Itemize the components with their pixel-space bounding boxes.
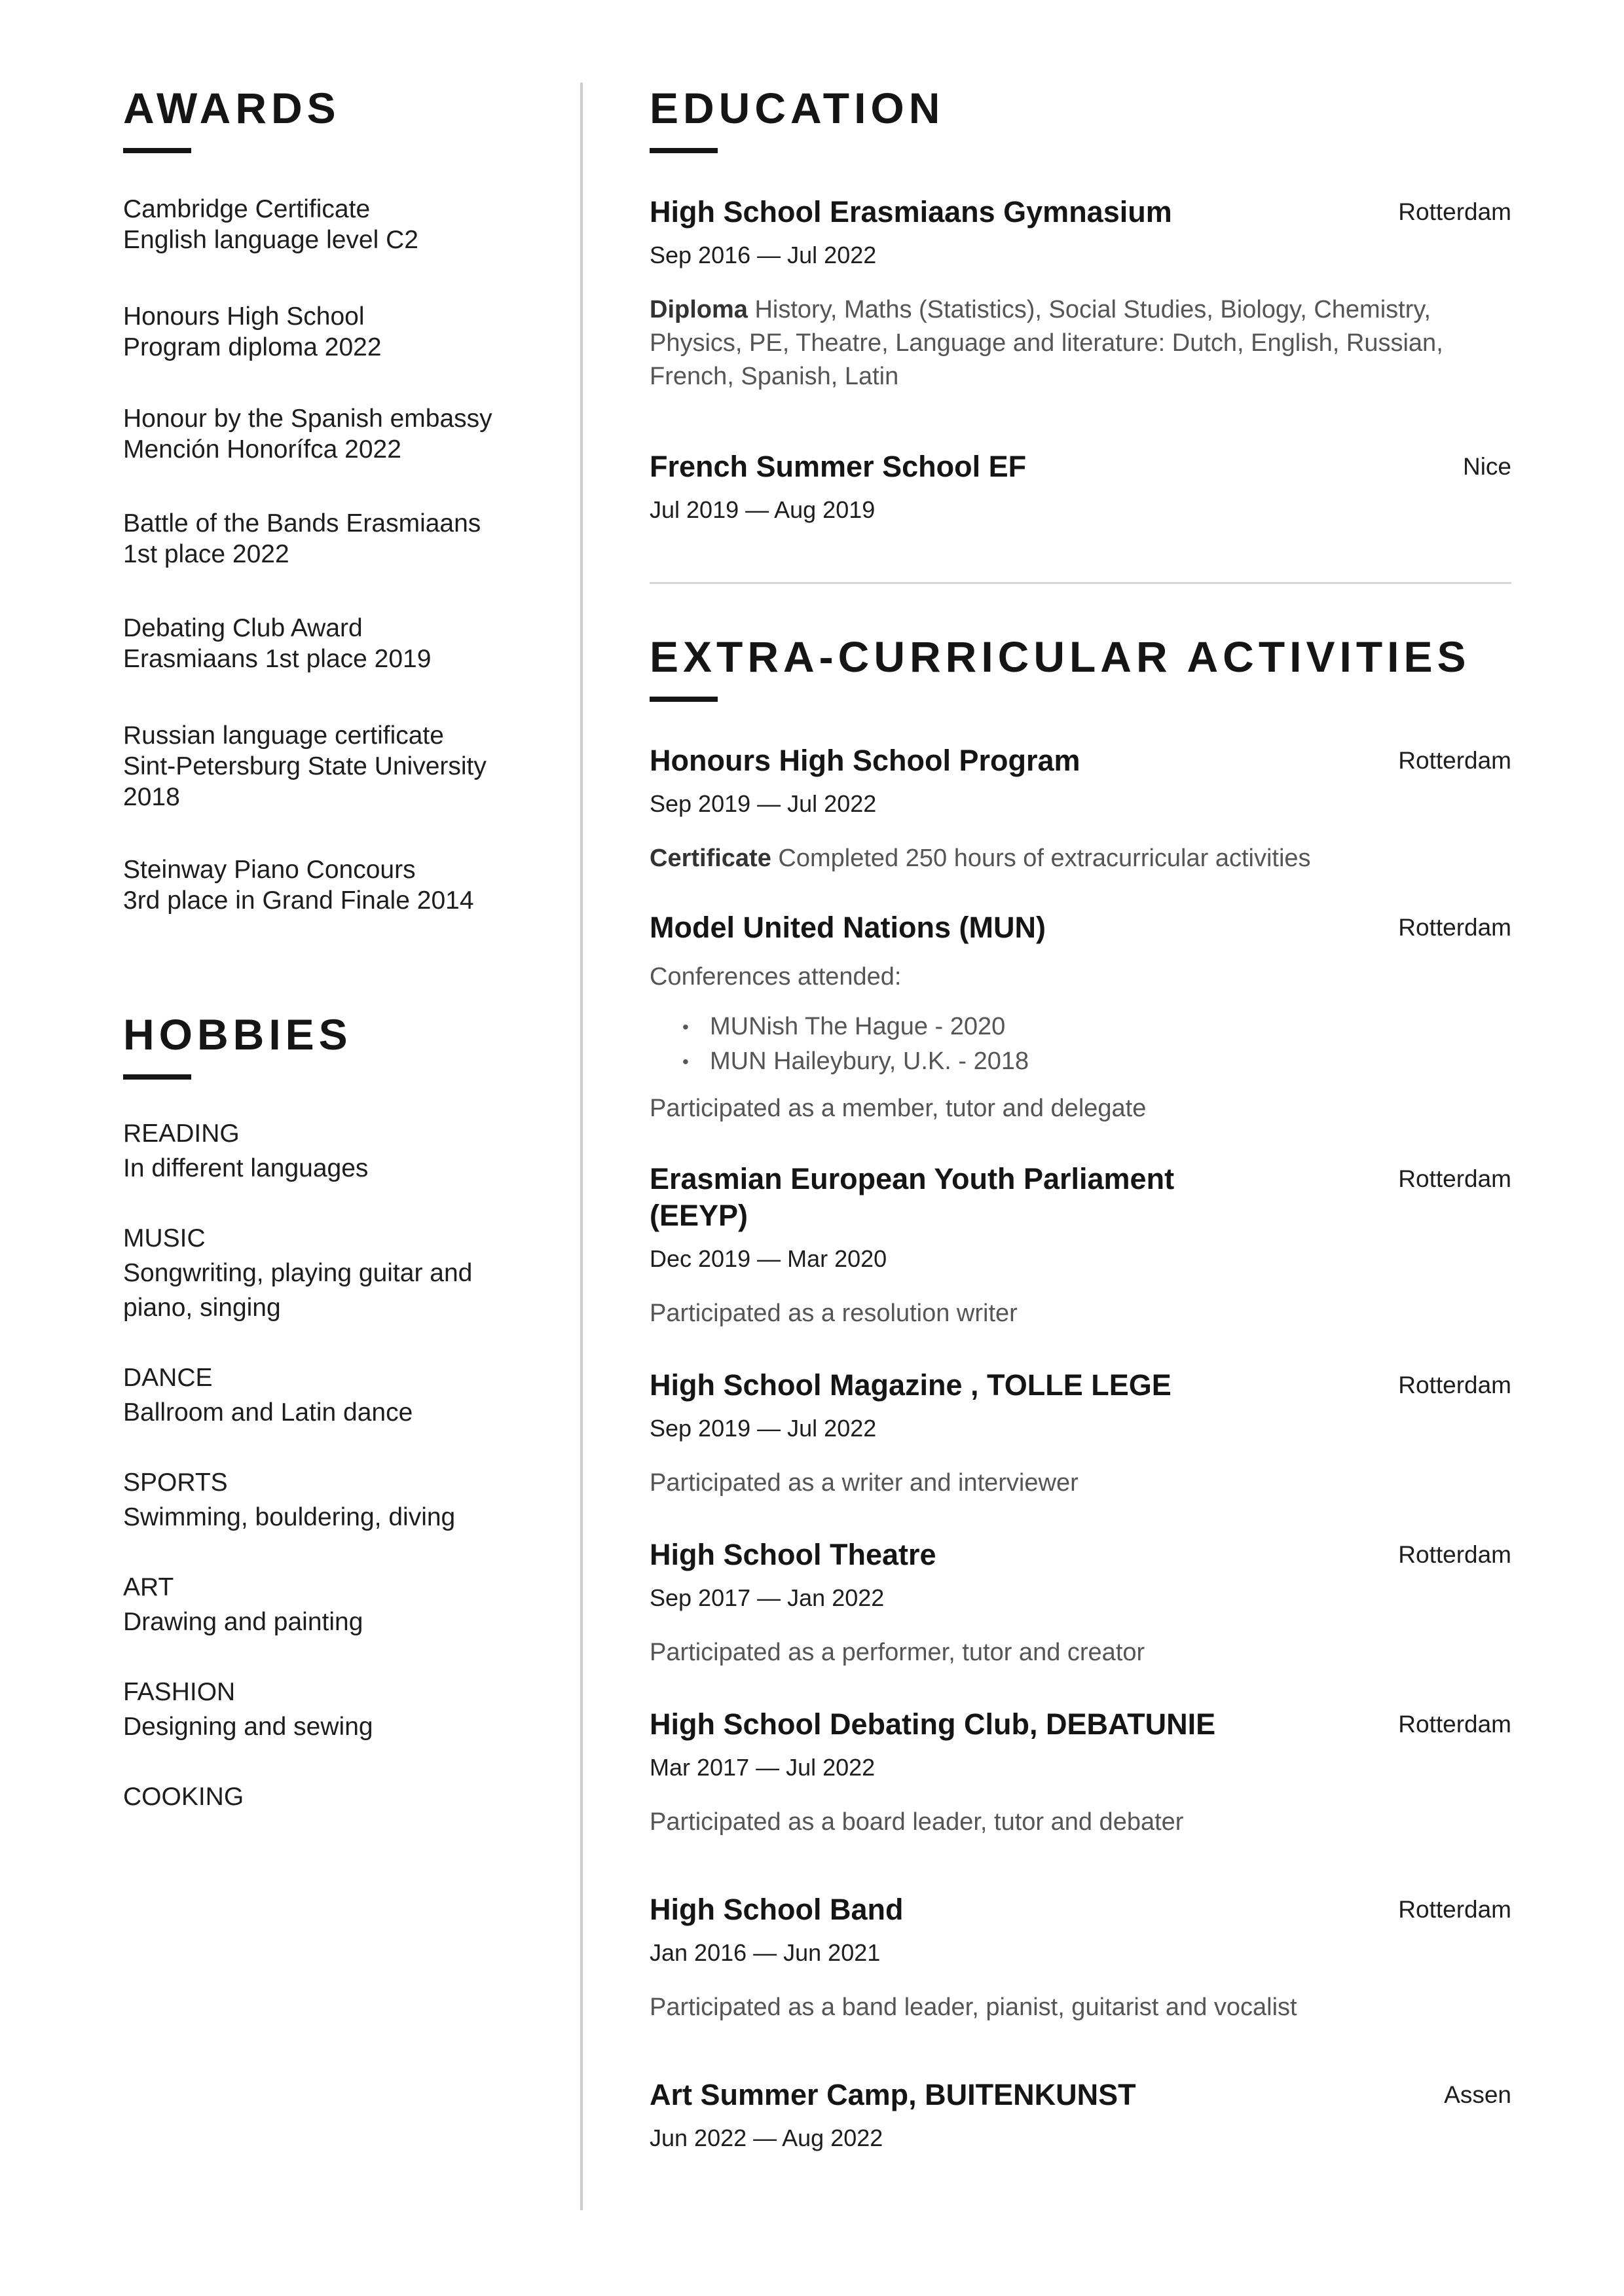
entry-date: Sep 2017 — Jan 2022 — [650, 1584, 885, 1611]
entry-description: Participated as a writer and interviewer — [650, 1469, 1079, 1497]
hobby-item — [123, 1116, 542, 1186]
hobby-name: ART — [123, 1573, 174, 1601]
entry-location: Rotterdam — [1398, 1165, 1511, 1192]
entry-title: Honours High School Program — [650, 744, 1080, 777]
hobby-description: Swimming, bouldering, diving — [123, 1503, 456, 1531]
entry-location: Rotterdam — [1398, 198, 1511, 225]
award-item — [123, 301, 542, 363]
activity-entry — [650, 1706, 1511, 1839]
entry-label: Diploma — [650, 296, 748, 323]
hobby-item — [123, 1779, 542, 1814]
list-item-text: MUN Haileybury, U.K. - 2018 — [710, 1048, 1029, 1075]
award-line: 2018 — [123, 783, 180, 811]
hobby-description: In different languages — [123, 1154, 369, 1182]
award-line: Honour by the Spanish embassy — [123, 405, 492, 433]
hobby-name: SPORTS — [123, 1468, 228, 1497]
list-item — [650, 1010, 1511, 1044]
award-line: 3rd place in Grand Finale 2014 — [123, 886, 474, 915]
activity-entry — [650, 1161, 1511, 1330]
activity-entry — [650, 1367, 1511, 1500]
hobby-name: DANCE — [123, 1364, 213, 1392]
activities-heading: EXTRA-CURRICULAR ACTIVITIES — [650, 632, 1471, 681]
activity-entry — [650, 909, 1511, 1125]
entry-location: Rotterdam — [1398, 1372, 1511, 1398]
award-line: Sint-Petersburg State University — [123, 752, 487, 780]
entry-title: French Summer School EF — [650, 450, 1027, 483]
right-column — [650, 79, 1511, 2154]
award-item — [123, 854, 542, 916]
entry-date: Sep 2016 — Jul 2022 — [650, 242, 877, 268]
entry-date: Sep 2019 — Jul 2022 — [650, 1415, 877, 1442]
education-entry — [650, 448, 1511, 526]
hobby-description: Ballroom and Latin dance — [123, 1398, 413, 1427]
education-entry — [650, 194, 1511, 393]
award-line: Debating Club Award — [123, 614, 363, 642]
hobby-description: Designing and sewing — [123, 1713, 373, 1741]
entry-description: Participated as a performer, tutor and creator — [650, 1639, 1145, 1666]
entry-text: History, Maths (Statistics), Social Studies, Biology, Chemistry, Physics, PE, Theatre, Language and literature: Dutch, English, Russian, French, Spanish, Latin — [650, 296, 1443, 390]
entry-location: Nice — [1462, 453, 1511, 480]
hobby-item — [123, 1221, 542, 1325]
hobbies-heading-underline — [123, 1074, 191, 1080]
award-line: Mención Honorífca 2022 — [123, 435, 401, 464]
award-line: English language level C2 — [123, 226, 418, 254]
entry-description: Participated as a resolution writer — [650, 1300, 1018, 1327]
hobby-description: Drawing and painting — [123, 1608, 363, 1636]
award-line: Program diploma 2022 — [123, 333, 382, 361]
award-line: Steinway Piano Concours — [123, 856, 416, 884]
hobby-item — [123, 1465, 542, 1535]
entry-date: Jun 2022 — Aug 2022 — [650, 2124, 883, 2151]
activity-entry — [650, 1537, 1511, 1669]
award-line: Cambridge Certificate — [123, 195, 371, 223]
education-heading: EDUCATION — [650, 84, 945, 132]
hobby-name: FASHION — [123, 1678, 236, 1706]
entry-description — [650, 842, 1511, 875]
entry-label: Certificate — [650, 845, 771, 872]
column-divider — [580, 82, 583, 2210]
entry-title: High School Theatre — [650, 1538, 936, 1571]
entry-title: High School Erasmiaans Gymnasium — [650, 195, 1172, 228]
hobbies-list — [123, 1116, 542, 1814]
entry-title: High School Magazine , TOLLE LEGE — [650, 1368, 1172, 1402]
hobby-description: Songwriting, playing guitar and piano, singing — [123, 1259, 473, 1322]
entry-description: Participated as a board leader, tutor and debater — [650, 1808, 1184, 1836]
entry-intro: Conferences attended: — [650, 963, 902, 991]
hobby-item — [123, 1360, 542, 1430]
hobby-name: MUSIC — [123, 1224, 206, 1252]
award-item — [123, 613, 542, 674]
award-line: Erasmiaans 1st place 2019 — [123, 645, 432, 673]
hobby-item — [123, 1570, 542, 1639]
hobby-name: READING — [123, 1120, 240, 1148]
award-line: Honours High School — [123, 302, 365, 331]
entry-date: Jan 2016 — Jun 2021 — [650, 1939, 881, 1966]
award-item — [123, 508, 542, 570]
award-item — [123, 403, 542, 465]
entry-location: Rotterdam — [1398, 747, 1511, 774]
entry-description: Participated as a band leader, pianist, guitarist and vocalist — [650, 1994, 1297, 2021]
entry-title: Art Summer Camp, BUITENKUNST — [650, 2078, 1136, 2111]
award-line: Battle of the Bands Erasmiaans — [123, 509, 481, 538]
awards-list — [123, 194, 542, 916]
bullet-icon: • — [682, 1017, 689, 1037]
entry-title: Model United Nations (MUN) — [650, 911, 1046, 944]
awards-heading-underline — [123, 148, 191, 153]
entry-date: Sep 2019 — Jul 2022 — [650, 790, 877, 817]
entry-title: High School Band — [650, 1893, 904, 1926]
entry-date: Mar 2017 — Jul 2022 — [650, 1754, 876, 1781]
conference-list — [650, 1010, 1511, 1079]
entry-description: Participated as a member, tutor and delegate — [650, 1095, 1147, 1122]
entry-location: Rotterdam — [1398, 1896, 1511, 1923]
list-item — [650, 1044, 1511, 1079]
activity-entry — [650, 1891, 1511, 2024]
entry-location: Rotterdam — [1398, 914, 1511, 941]
entry-location: Assen — [1444, 2081, 1511, 2108]
activity-entry — [650, 2077, 1511, 2154]
hobby-item — [123, 1675, 542, 1744]
left-column — [123, 79, 542, 1850]
activity-entry — [650, 742, 1511, 875]
entry-title: High School Debating Club, DEBATUNIE — [650, 1707, 1216, 1741]
entry-location: Rotterdam — [1398, 1541, 1511, 1568]
hobby-name: COOKING — [123, 1783, 244, 1811]
entry-text: Completed 250 hours of extracurricular activities — [778, 845, 1311, 872]
entry-location: Rotterdam — [1398, 1711, 1511, 1738]
hobbies-heading: HOBBIES — [123, 1010, 352, 1059]
section-separator — [650, 582, 1511, 584]
awards-heading: AWARDS — [123, 84, 341, 132]
entry-title: Erasmian European Youth Parliament (EEYP) — [650, 1162, 1175, 1232]
bullet-icon: • — [682, 1051, 689, 1072]
award-line: 1st place 2022 — [123, 540, 289, 568]
award-item — [123, 194, 542, 255]
award-line: Russian language certificate — [123, 721, 444, 750]
education-heading-underline — [650, 148, 718, 153]
activities-heading-underline — [650, 697, 718, 702]
award-item — [123, 720, 542, 812]
entry-date: Jul 2019 — Aug 2019 — [650, 496, 876, 523]
list-item-text: MUNish The Hague - 2020 — [710, 1013, 1006, 1040]
entry-description — [650, 293, 1511, 393]
entry-date: Dec 2019 — Mar 2020 — [650, 1245, 887, 1272]
